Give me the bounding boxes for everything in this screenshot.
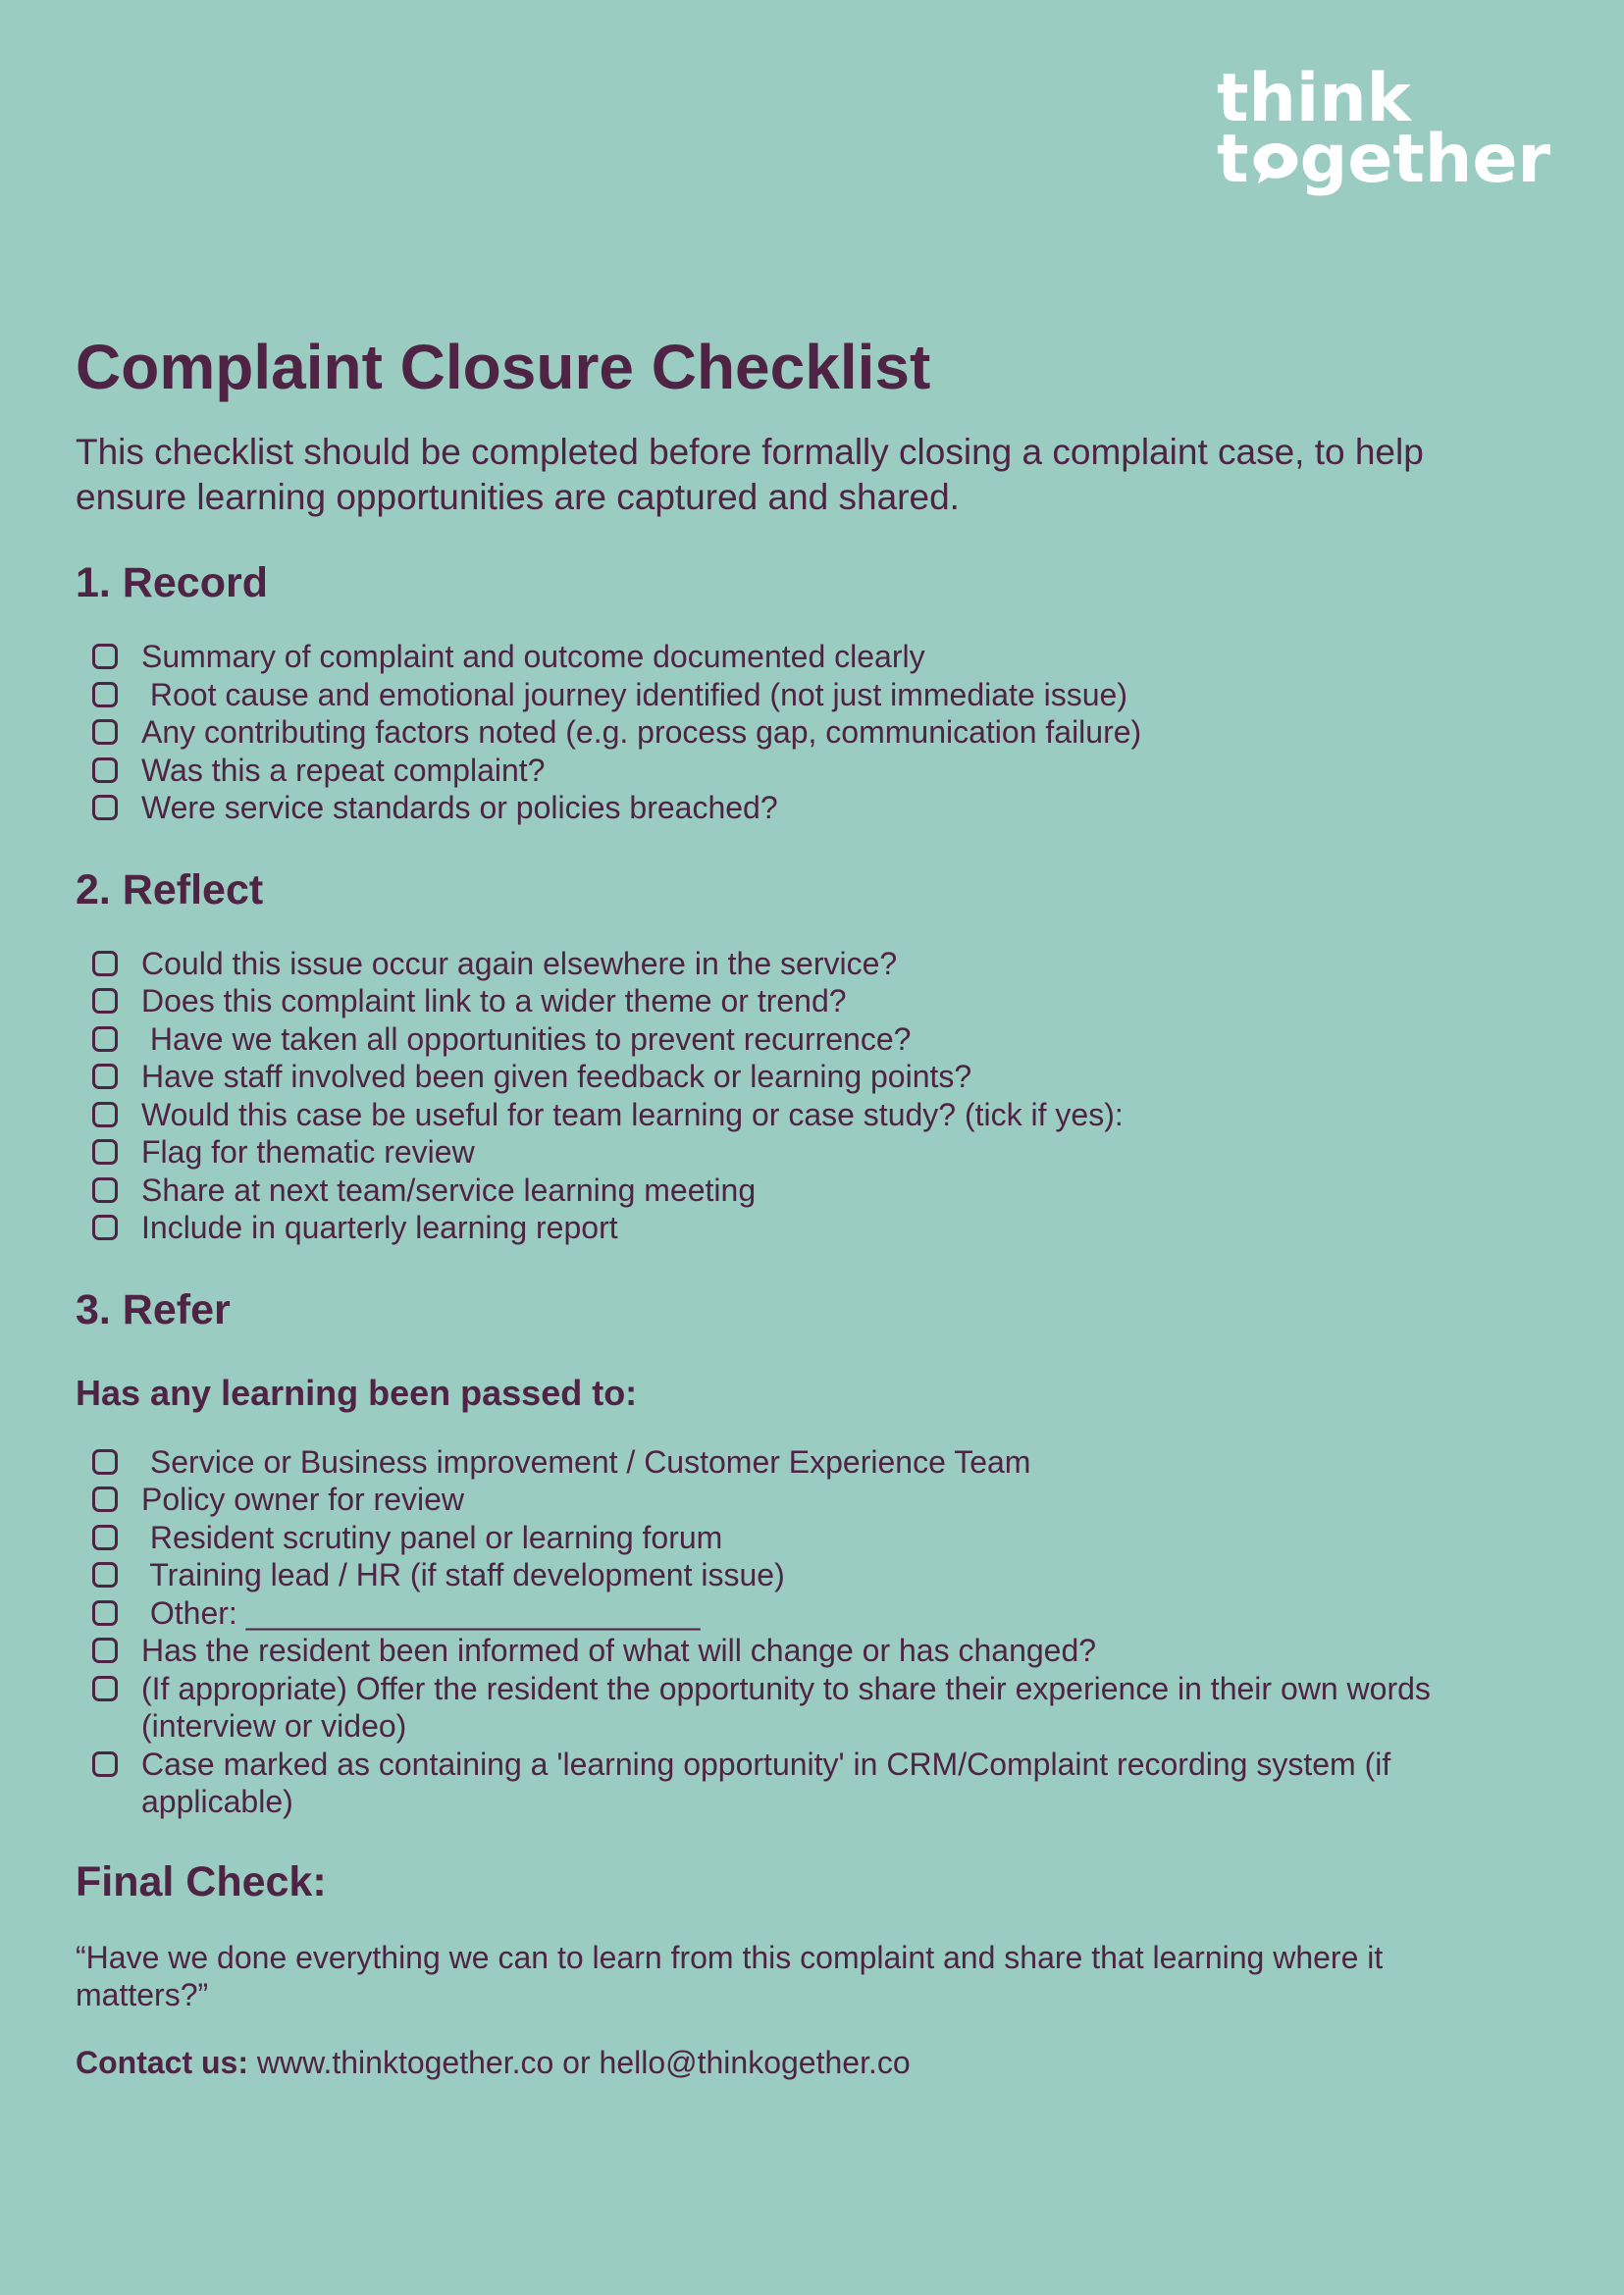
checklist-item-label: Root cause and emotional journey identified (not just immediate issue) bbox=[141, 676, 1127, 712]
logo-letters-gether: gether bbox=[1299, 121, 1550, 198]
checkbox[interactable] bbox=[92, 1026, 118, 1052]
checklist-item bbox=[76, 1481, 1508, 1519]
checkbox[interactable] bbox=[92, 1177, 118, 1203]
checkbox[interactable] bbox=[92, 951, 118, 976]
checklist-document bbox=[76, 326, 1508, 2081]
refer-subheading: Has any learning been passed to: bbox=[76, 1372, 638, 1413]
checkbox[interactable] bbox=[92, 1064, 118, 1089]
checkbox[interactable] bbox=[92, 1638, 118, 1663]
checklist-item bbox=[76, 676, 1508, 714]
speech-bubble-icon bbox=[1249, 130, 1300, 190]
checklist-item bbox=[76, 789, 1508, 827]
checklist-item-label: Service or Business improvement / Customer Experience Team bbox=[141, 1443, 1031, 1480]
checkbox[interactable] bbox=[92, 988, 118, 1014]
checkbox[interactable] bbox=[92, 682, 118, 707]
checklist-item bbox=[76, 1594, 1508, 1633]
final-check-quote: “Have we done everything we can to learn from this complaint and share that learning where it matters?” bbox=[76, 1939, 1384, 2012]
checkbox[interactable] bbox=[92, 1525, 118, 1550]
checklist-item bbox=[76, 1443, 1508, 1482]
checklist-item-label: Has the resident been informed of what will change or has changed? bbox=[141, 1633, 1097, 1668]
section-heading-record: 1. Record bbox=[76, 559, 268, 606]
checklist-item bbox=[76, 1172, 1508, 1210]
checklist-item-label: Was this a repeat complaint? bbox=[141, 752, 546, 788]
checklist-item bbox=[76, 1133, 1508, 1172]
checklist-item-label: Case marked as containing a 'learning opportunity' in CRM/Complaint recording system (if applicable) bbox=[141, 1746, 1391, 1819]
checklist-item bbox=[76, 1058, 1508, 1096]
checklist-item-label: Were service standards or policies breached? bbox=[141, 790, 778, 825]
section-heading-reflect: 2. Reflect bbox=[76, 865, 264, 913]
checklist-item-label: Any contributing factors noted (e.g. process gap, communication failure) bbox=[141, 714, 1142, 750]
refer-checklist bbox=[76, 1443, 1508, 1821]
checkbox[interactable] bbox=[92, 719, 118, 745]
checklist-item bbox=[76, 982, 1508, 1020]
section-heading-refer: 3. Refer bbox=[76, 1285, 231, 1333]
checklist-item-label: Include in quarterly learning report bbox=[141, 1210, 618, 1245]
final-check-heading: Final Check: bbox=[76, 1857, 327, 1905]
contact-line bbox=[76, 2044, 1508, 2082]
checkbox[interactable] bbox=[92, 757, 118, 783]
checklist-item bbox=[76, 1632, 1508, 1670]
page-title: Complaint Closure Checklist bbox=[76, 332, 931, 402]
checklist-item-label: Summary of complaint and outcome documented clearly bbox=[141, 639, 925, 674]
checklist-item bbox=[76, 1519, 1508, 1557]
checklist-item bbox=[76, 752, 1508, 790]
reflect-checklist bbox=[76, 945, 1508, 1247]
think-together-logo bbox=[1217, 60, 1550, 226]
checklist-item-label: Share at next team/service learning meeting bbox=[141, 1172, 757, 1208]
checklist-item-label: (If appropriate) Offer the resident the opportunity to share their experience in their own words (interview or video) bbox=[141, 1670, 1431, 1744]
checklist-item-label: Training lead / HR (if staff development issue) bbox=[141, 1557, 785, 1592]
checklist-item-label: Have we taken all opportunities to prevent recurrence? bbox=[141, 1020, 912, 1057]
checkbox[interactable] bbox=[92, 1600, 118, 1626]
checklist-item bbox=[76, 1209, 1508, 1247]
checklist-item bbox=[76, 638, 1508, 676]
checklist-item bbox=[76, 713, 1508, 752]
checklist-item-label: Flag for thematic review bbox=[141, 1134, 475, 1170]
checklist-item bbox=[76, 1020, 1508, 1059]
contact-details: www.thinktogether.co or hello@thinkogether.co bbox=[248, 2044, 911, 2080]
intro-paragraph: This checklist should be completed before formally closing a complaint case, to help ensure learning opportunities are captured and shared. bbox=[76, 432, 1424, 517]
logo-line-2 bbox=[1217, 121, 1550, 198]
logo-line-1: think bbox=[1217, 60, 1411, 137]
checkbox[interactable] bbox=[92, 1562, 118, 1588]
checklist-item-label: Other: __________________________ bbox=[141, 1594, 701, 1631]
checklist-item-label: Does this complaint link to a wider theme or trend? bbox=[141, 983, 847, 1018]
checklist-item bbox=[76, 1746, 1508, 1821]
checklist-item-label: Have staff involved been given feedback or learning points? bbox=[141, 1059, 972, 1094]
checkbox[interactable] bbox=[92, 1215, 118, 1240]
checklist-item bbox=[76, 1670, 1508, 1746]
checklist-item-label: Resident scrutiny panel or learning forum bbox=[141, 1519, 723, 1555]
checklist-item-label: Would this case be useful for team learning or case study? (tick if yes): bbox=[141, 1096, 1124, 1132]
checkbox[interactable] bbox=[92, 795, 118, 820]
contact-label: Contact us: bbox=[76, 2044, 248, 2080]
checklist-item-label: Could this issue occur again elsewhere in the service? bbox=[141, 945, 898, 981]
checklist-item bbox=[76, 1096, 1508, 1134]
logo-letter-t: t bbox=[1217, 121, 1249, 198]
checkbox[interactable] bbox=[92, 1102, 118, 1127]
checkbox[interactable] bbox=[92, 1139, 118, 1165]
checklist-item-label: Policy owner for review bbox=[141, 1482, 464, 1517]
checkbox[interactable] bbox=[92, 1487, 118, 1512]
record-checklist bbox=[76, 638, 1508, 827]
checkbox[interactable] bbox=[92, 1751, 118, 1777]
checklist-item bbox=[76, 945, 1508, 983]
checklist-item bbox=[76, 1556, 1508, 1594]
checkbox[interactable] bbox=[92, 644, 118, 669]
checkbox[interactable] bbox=[92, 1676, 118, 1701]
checkbox[interactable] bbox=[92, 1449, 118, 1475]
